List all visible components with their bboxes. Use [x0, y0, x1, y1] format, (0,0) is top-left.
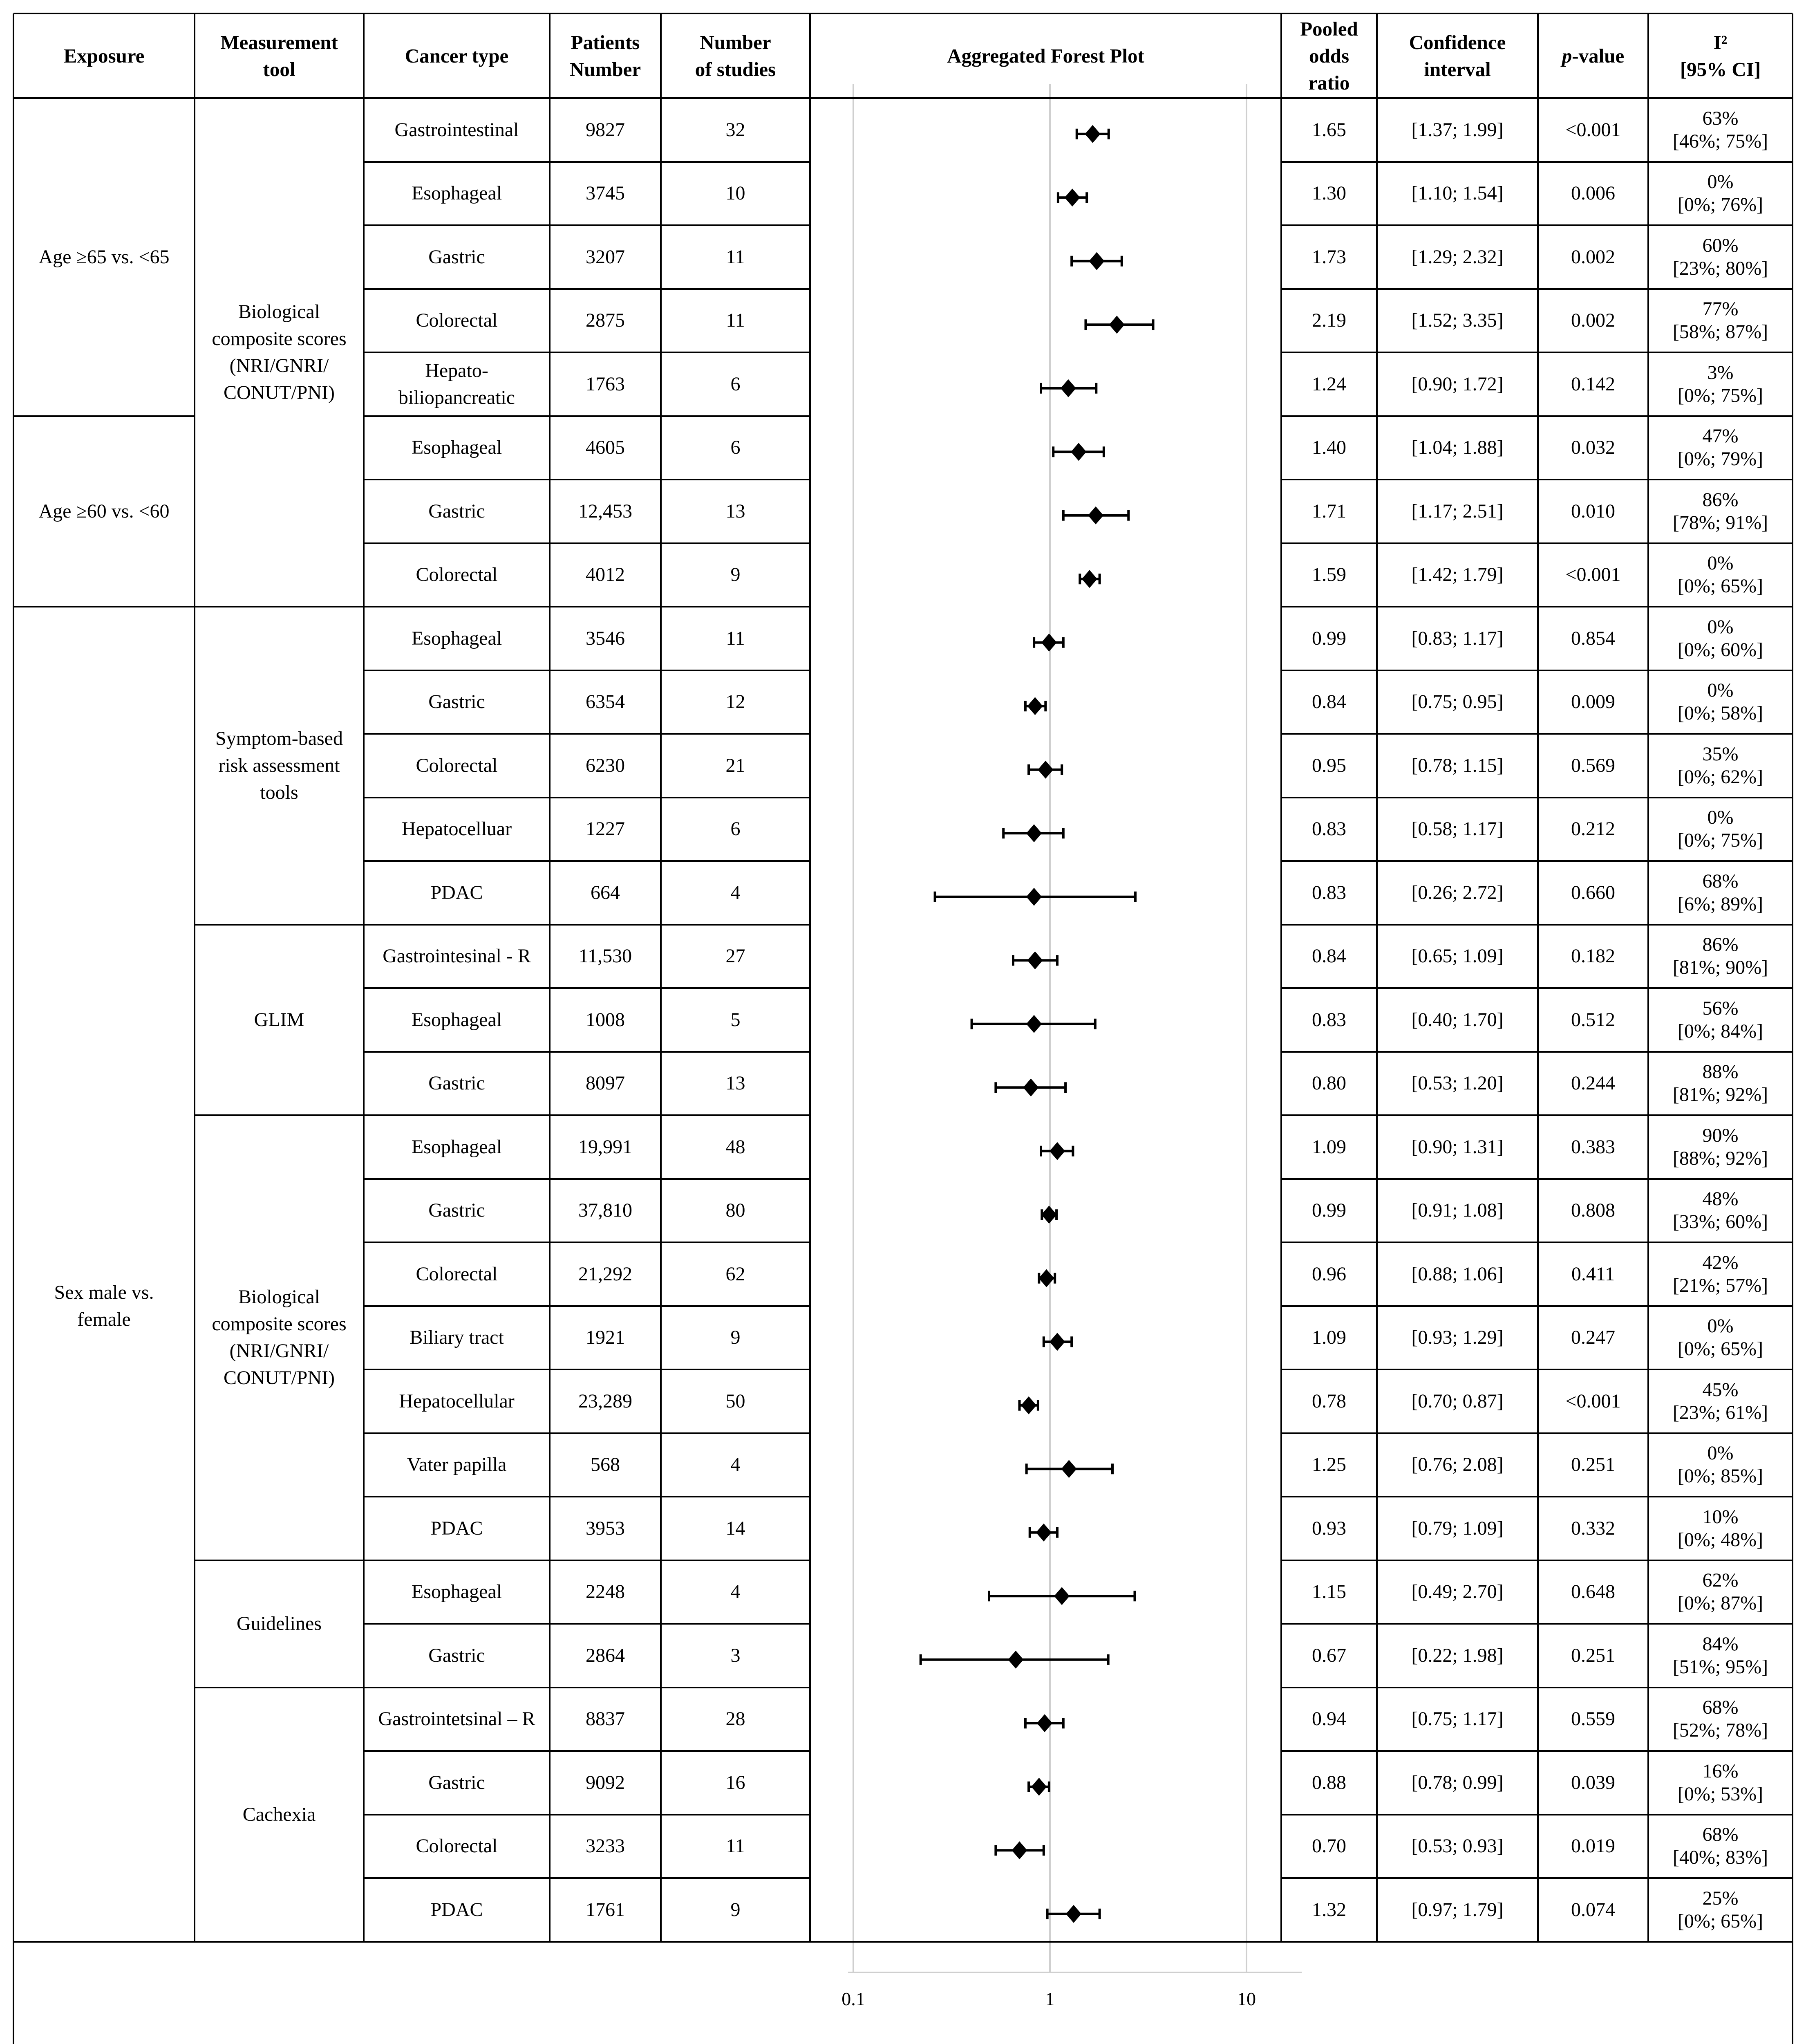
patients-number-cell: 19,991	[578, 1136, 632, 1158]
pooled-odds-ratio-cell: 0.96	[1312, 1263, 1346, 1285]
measurement-tool-label: Symptom-based risk assessment tools	[215, 727, 343, 803]
p-value-cell: 0.808	[1571, 1199, 1615, 1221]
cancer-type-cell: Hepato- biliopancreatic	[398, 359, 515, 408]
measurement-tool-label: Biological composite scores (NRI/GNRI/ CONUT/PNI)	[212, 301, 347, 403]
i2-interval: [0%; 84%]	[1677, 1020, 1763, 1042]
confidence-interval-cell: [1.04; 1.88]	[1411, 437, 1504, 459]
header-i2-ci: [95% CI]	[1680, 58, 1761, 81]
confidence-interval-cell: [0.78; 1.15]	[1411, 754, 1504, 776]
pooled-odds-ratio-cell: 0.78	[1312, 1390, 1346, 1412]
odds-ratio-marker	[1027, 697, 1043, 715]
i2-interval: [0%; 75%]	[1677, 384, 1763, 406]
measurement-tool-label: Cachexia	[242, 1803, 316, 1825]
confidence-interval-cell: [0.65; 1.09]	[1411, 945, 1504, 967]
i2-value: 10%	[1702, 1506, 1739, 1528]
patients-number-cell: 3233	[586, 1835, 625, 1857]
cancer-type-cell: Colorectal	[416, 309, 498, 332]
number-of-studies-cell: 11	[726, 1835, 745, 1857]
number-of-studies-cell: 80	[725, 1199, 745, 1221]
confidence-interval-cell: [0.53; 1.20]	[1411, 1072, 1504, 1094]
patients-number-cell: 1008	[586, 1009, 625, 1031]
i2-value: 42%	[1702, 1251, 1739, 1273]
number-of-studies-cell: 32	[725, 119, 745, 141]
i2-interval: [23%; 80%]	[1672, 257, 1768, 279]
odds-ratio-marker	[1066, 1905, 1081, 1923]
odds-ratio-marker	[1050, 1142, 1065, 1160]
odds-ratio-marker	[1031, 1778, 1047, 1796]
table-side-border	[13, 13, 14, 2044]
confidence-interval-cell: [0.91; 1.08]	[1411, 1199, 1504, 1221]
number-of-studies-cell: 28	[725, 1708, 745, 1730]
number-of-studies-cell: 5	[730, 1009, 741, 1031]
p-value-cell: 0.411	[1571, 1263, 1615, 1285]
number-of-studies-cell: 27	[725, 945, 745, 967]
p-value-cell: 0.383	[1571, 1136, 1615, 1158]
patients-number-cell: 1921	[586, 1327, 625, 1349]
p-value-cell: 0.182	[1571, 945, 1615, 967]
measurement-tool-label: GLIM	[254, 1009, 304, 1031]
cancer-type-cell: Gastric	[428, 246, 485, 268]
pooled-odds-ratio-cell: 0.99	[1312, 1199, 1346, 1221]
i2-interval: [0%; 65%]	[1677, 575, 1763, 597]
i2-value: 68%	[1702, 870, 1739, 892]
cancer-type-cell: Biliary tract	[410, 1327, 504, 1349]
header-pooled-odds-ratio: Pooled odds ratio	[1300, 17, 1358, 94]
odds-ratio-marker	[1038, 761, 1053, 779]
table-top-border	[13, 13, 1793, 14]
i2-interval: [0%; 62%]	[1677, 766, 1763, 788]
i2-value: 35%	[1702, 743, 1739, 765]
i2-interval: [52%; 78%]	[1672, 1719, 1768, 1741]
odds-ratio-marker	[1061, 379, 1076, 397]
i2-value: 86%	[1702, 489, 1739, 511]
cancer-type-cell: Gastrointetsinal – R	[378, 1708, 535, 1730]
confidence-interval-cell: [0.83; 1.17]	[1411, 627, 1504, 649]
i2-interval: [51%; 95%]	[1672, 1656, 1768, 1678]
number-of-studies-cell: 48	[725, 1136, 745, 1158]
x-tick-label: 10	[1237, 1988, 1256, 2009]
x-tick-label: 0.1	[841, 1988, 865, 2009]
p-value-cell: 0.569	[1571, 754, 1615, 776]
column-divider	[1376, 13, 1378, 1942]
patients-number-cell: 568	[591, 1454, 620, 1476]
exposure-label: Age ≥65 vs. <65	[38, 246, 170, 268]
cancer-type-cell: Gastric	[428, 500, 485, 522]
patients-number-cell: 1761	[586, 1898, 625, 1921]
confidence-interval-cell: [0.75; 1.17]	[1411, 1708, 1504, 1730]
i2-interval: [81%; 90%]	[1672, 957, 1768, 979]
confidence-interval-cell: [0.22; 1.98]	[1411, 1644, 1504, 1666]
p-value-italic-p: p	[1562, 44, 1572, 67]
i2-interval: [0%; 53%]	[1677, 1783, 1763, 1805]
pooled-odds-ratio-cell: 1.40	[1312, 437, 1346, 459]
confidence-interval-cell: [1.42; 1.79]	[1411, 564, 1504, 586]
pooled-odds-ratio-cell: 0.83	[1312, 818, 1346, 840]
i2-value: 0%	[1707, 1442, 1734, 1464]
i2-value: 60%	[1702, 234, 1739, 256]
cancer-type-cell: Gastrointestinal	[394, 119, 519, 141]
p-value-cell: 0.002	[1571, 309, 1615, 332]
confidence-interval-cell: [0.53; 0.93]	[1411, 1835, 1504, 1857]
cancer-type-cell: Colorectal	[416, 754, 498, 776]
number-of-studies-cell: 6	[730, 373, 741, 395]
number-of-studies-cell: 12	[725, 691, 745, 713]
patients-number-cell: 23,289	[578, 1390, 632, 1412]
confidence-interval-cell: [0.97; 1.79]	[1411, 1898, 1504, 1921]
cancer-type-cell: Esophageal	[411, 1136, 502, 1158]
odds-ratio-marker	[1023, 1078, 1038, 1096]
p-value-cell: 0.247	[1571, 1327, 1615, 1349]
number-of-studies-cell: 11	[726, 309, 745, 332]
i2-interval: [81%; 92%]	[1672, 1084, 1768, 1106]
pooled-odds-ratio-cell: 1.09	[1312, 1136, 1346, 1158]
odds-ratio-marker	[1041, 634, 1057, 652]
p-value-cell: 0.854	[1571, 627, 1615, 649]
confidence-interval-cell: [0.78; 0.99]	[1411, 1771, 1504, 1793]
p-value-cell: 0.512	[1571, 1009, 1615, 1031]
i2-interval: [0%; 48%]	[1677, 1529, 1763, 1551]
pooled-odds-ratio-cell: 1.59	[1312, 564, 1346, 586]
number-of-studies-cell: 16	[725, 1771, 745, 1793]
p-value-cell: 0.648	[1571, 1581, 1615, 1603]
exposure-label: Sex male vs. female	[54, 1281, 154, 1330]
pooled-odds-ratio-cell: 1.15	[1312, 1581, 1346, 1603]
number-of-studies-cell: 50	[725, 1390, 745, 1412]
column-divider	[1537, 13, 1539, 1942]
cancer-type-cell: Gastric	[428, 1199, 485, 1221]
cancer-type-cell: Gastric	[428, 1072, 485, 1094]
cancer-type-cell: Hepatocelluar	[401, 818, 512, 840]
confidence-interval-cell: [1.17; 2.51]	[1411, 500, 1504, 522]
patients-number-cell: 2248	[586, 1581, 625, 1603]
cancer-type-cell: Gastric	[428, 1644, 485, 1666]
cancer-type-cell: Gastric	[428, 1771, 485, 1793]
p-value-cell: 0.009	[1571, 691, 1615, 713]
header-forest-plot: Aggregated Forest Plot	[947, 44, 1144, 67]
odds-ratio-marker	[1054, 1587, 1070, 1605]
pooled-odds-ratio-cell: 1.25	[1312, 1454, 1346, 1476]
i2-value: 25%	[1702, 1887, 1739, 1909]
column-divider	[194, 13, 195, 1942]
patients-number-cell: 9827	[586, 119, 625, 141]
confidence-interval-cell: [0.75; 0.95]	[1411, 691, 1504, 713]
pooled-odds-ratio-cell: 1.65	[1312, 119, 1346, 141]
p-value-cell: 0.010	[1571, 500, 1615, 522]
pooled-odds-ratio-cell: 1.24	[1312, 373, 1346, 395]
odds-ratio-marker	[1008, 1651, 1023, 1669]
odds-ratio-marker	[1012, 1841, 1027, 1859]
number-of-studies-cell: 13	[725, 500, 745, 522]
number-of-studies-cell: 11	[726, 627, 745, 649]
p-value-cell: <0.001	[1565, 564, 1621, 586]
i2-value: 56%	[1702, 997, 1739, 1019]
pooled-odds-ratio-cell: 0.99	[1312, 627, 1346, 649]
odds-ratio-marker	[1082, 570, 1097, 588]
odds-ratio-marker	[1027, 951, 1043, 969]
p-value-cell: 0.019	[1571, 1835, 1615, 1857]
i2-interval: [58%; 87%]	[1672, 321, 1768, 343]
pooled-odds-ratio-cell: 0.80	[1312, 1072, 1346, 1094]
p-value-cell: <0.001	[1565, 119, 1621, 141]
header-exposure: Exposure	[63, 44, 145, 67]
i2-interval: [23%; 61%]	[1672, 1401, 1768, 1423]
patients-number-cell: 4012	[586, 564, 625, 586]
i2-value: 0%	[1707, 616, 1734, 638]
confidence-interval-cell: [0.26; 2.72]	[1411, 881, 1504, 903]
cancer-type-cell: PDAC	[430, 1898, 483, 1921]
measurement-tool-label: Guidelines	[237, 1613, 322, 1634]
number-of-studies-cell: 9	[730, 1327, 741, 1349]
i2-value: 68%	[1702, 1824, 1739, 1846]
pooled-odds-ratio-cell: 1.30	[1312, 182, 1346, 204]
i2-value: 84%	[1702, 1633, 1739, 1655]
patients-number-cell: 1763	[586, 373, 625, 395]
p-value-cell: 0.002	[1571, 246, 1615, 268]
i2-value: 77%	[1702, 298, 1739, 320]
patients-number-cell: 6230	[586, 754, 625, 776]
i2-value: 3%	[1707, 361, 1734, 383]
p-value-cell: 0.142	[1571, 373, 1615, 395]
p-value-cell: 0.251	[1571, 1644, 1615, 1666]
odds-ratio-marker	[1061, 1460, 1077, 1478]
patients-number-cell: 3745	[586, 182, 625, 204]
cancer-type-cell: Esophageal	[411, 182, 502, 204]
table-body-bottom-border	[13, 1941, 1793, 1943]
odds-ratio-marker	[1041, 1206, 1057, 1224]
p-value-cell: <0.001	[1565, 1390, 1621, 1412]
i2-interval: [33%; 60%]	[1672, 1211, 1768, 1233]
i2-value: 86%	[1702, 934, 1739, 956]
patients-number-cell: 4605	[586, 437, 625, 459]
number-of-studies-cell: 11	[726, 246, 745, 268]
patients-number-cell: 12,453	[578, 500, 632, 522]
odds-ratio-marker	[1038, 1269, 1054, 1287]
i2-interval: [0%; 87%]	[1677, 1592, 1763, 1614]
i2-interval: [0%; 75%]	[1677, 829, 1763, 852]
p-value-suffix: -value	[1572, 44, 1625, 67]
column-divider	[809, 13, 811, 1942]
number-of-studies-cell: 4	[730, 881, 741, 903]
header-patients-number: Patients Number	[569, 31, 641, 81]
i2-interval: [6%; 89%]	[1677, 893, 1763, 915]
i2-interval: [0%; 60%]	[1677, 639, 1763, 661]
p-value-cell: 0.660	[1571, 881, 1615, 903]
header-bottom-border	[13, 97, 1793, 99]
cancer-type-cell: Gastric	[428, 691, 485, 713]
pooled-odds-ratio-cell: 0.88	[1312, 1771, 1346, 1793]
i2-value: 90%	[1702, 1124, 1739, 1146]
confidence-interval-cell: [0.90; 1.31]	[1411, 1136, 1504, 1158]
pooled-odds-ratio-cell: 1.73	[1312, 246, 1346, 268]
p-value-cell: 0.332	[1571, 1517, 1615, 1539]
patients-number-cell: 8837	[586, 1708, 625, 1730]
i2-value: 63%	[1702, 107, 1739, 129]
header-measurement-tool: Measurement tool	[220, 31, 338, 81]
odds-ratio-marker	[1050, 1333, 1065, 1351]
pooled-odds-ratio-cell: 0.83	[1312, 881, 1346, 903]
patients-number-cell: 6354	[586, 691, 625, 713]
confidence-interval-cell: [0.79; 1.09]	[1411, 1517, 1504, 1539]
column-divider	[1647, 13, 1649, 1942]
confidence-interval-cell: [0.49; 2.70]	[1411, 1581, 1504, 1603]
pooled-odds-ratio-cell: 1.09	[1312, 1327, 1346, 1349]
cancer-type-cell: PDAC	[430, 881, 483, 903]
pooled-odds-ratio-cell: 0.70	[1312, 1835, 1346, 1857]
pooled-odds-ratio-cell: 0.93	[1312, 1517, 1346, 1539]
odds-ratio-marker	[1089, 252, 1105, 270]
p-value-cell: 0.032	[1571, 437, 1615, 459]
column-divider	[363, 13, 365, 1942]
number-of-studies-cell: 9	[730, 564, 741, 586]
pooled-odds-ratio-cell: 0.84	[1312, 945, 1346, 967]
confidence-interval-cell: [0.93; 1.29]	[1411, 1327, 1504, 1349]
pooled-odds-ratio-cell: 0.67	[1312, 1644, 1346, 1666]
confidence-interval-cell: [0.88; 1.06]	[1411, 1263, 1504, 1285]
p-value-cell: 0.212	[1571, 818, 1615, 840]
i2-value: 0%	[1707, 807, 1734, 829]
number-of-studies-cell: 9	[730, 1898, 741, 1921]
cancer-type-cell: Esophageal	[411, 1009, 502, 1031]
patients-number-cell: 8097	[586, 1072, 625, 1094]
i2-value: 0%	[1707, 679, 1734, 702]
confidence-interval-cell: [0.58; 1.17]	[1411, 818, 1504, 840]
confidence-interval-cell: [0.76; 2.08]	[1411, 1454, 1504, 1476]
odds-ratio-marker	[1071, 443, 1086, 461]
patients-number-cell: 21,292	[578, 1263, 632, 1285]
cancer-type-cell: Hepatocellular	[399, 1390, 515, 1412]
i2-interval: [78%; 91%]	[1672, 511, 1768, 533]
header-cancer-type: Cancer type	[405, 44, 509, 67]
i2-interval: [0%; 85%]	[1677, 1465, 1763, 1487]
patients-number-cell: 9092	[586, 1771, 625, 1793]
confidence-interval-cell: [1.29; 2.32]	[1411, 246, 1504, 268]
number-of-studies-cell: 3	[730, 1644, 741, 1666]
number-of-studies-cell: 6	[730, 437, 741, 459]
table-side-border	[1792, 13, 1793, 2044]
odds-ratio-marker	[1026, 824, 1042, 842]
i2-interval: [88%; 92%]	[1672, 1147, 1768, 1169]
confidence-interval-cell: [0.90; 1.72]	[1411, 373, 1504, 395]
confidence-interval-cell: [0.40; 1.70]	[1411, 1009, 1504, 1031]
header-i2-label: I²	[1713, 31, 1728, 54]
p-value-cell: 0.074	[1571, 1898, 1615, 1921]
i2-value: 48%	[1702, 1188, 1739, 1210]
column-divider	[660, 13, 662, 1942]
i2-interval: [0%; 79%]	[1677, 448, 1763, 470]
patients-number-cell: 1227	[586, 818, 625, 840]
pooled-odds-ratio-cell: 1.71	[1312, 500, 1346, 522]
i2-value: 68%	[1702, 1697, 1739, 1719]
exposure-label: Age ≥60 vs. <60	[38, 500, 170, 522]
pooled-odds-ratio-cell: 0.84	[1312, 691, 1346, 713]
cancer-type-cell: Esophageal	[411, 1581, 502, 1603]
i2-interval: [0%; 65%]	[1677, 1910, 1763, 1932]
i2-value: 88%	[1702, 1061, 1739, 1083]
cancer-type-cell: PDAC	[430, 1517, 483, 1539]
number-of-studies-cell: 13	[725, 1072, 745, 1094]
number-of-studies-cell: 21	[725, 754, 745, 776]
i2-interval: [40%; 83%]	[1672, 1847, 1768, 1869]
odds-ratio-marker	[1109, 316, 1125, 334]
patients-number-cell: 2875	[586, 309, 625, 332]
p-value-cell: 0.039	[1571, 1771, 1615, 1793]
odds-ratio-marker	[1026, 1015, 1042, 1033]
i2-interval: [0%; 76%]	[1677, 194, 1763, 216]
number-of-studies-cell: 14	[725, 1517, 745, 1539]
p-value-cell: 0.006	[1571, 182, 1615, 204]
i2-interval: [21%; 57%]	[1672, 1274, 1768, 1296]
i2-value: 16%	[1702, 1760, 1739, 1782]
odds-ratio-marker	[1026, 888, 1042, 906]
odds-ratio-marker	[1021, 1396, 1036, 1414]
odds-ratio-marker	[1085, 125, 1101, 143]
header-number-of-studies: Number of studies	[695, 31, 776, 81]
pooled-odds-ratio-cell: 1.32	[1312, 1898, 1346, 1921]
i2-value: 62%	[1702, 1569, 1739, 1591]
patients-number-cell: 3546	[586, 627, 625, 649]
column-divider	[1280, 13, 1282, 1942]
header-confidence-interval: Confidence interval	[1409, 31, 1506, 81]
i2-value: 0%	[1707, 1315, 1734, 1337]
p-value-cell: 0.244	[1571, 1072, 1615, 1094]
confidence-interval-cell: [1.52; 3.35]	[1411, 309, 1504, 332]
p-value-cell: 0.559	[1571, 1708, 1615, 1730]
number-of-studies-cell: 10	[725, 182, 745, 204]
column-divider	[549, 13, 551, 1942]
patients-number-cell: 3207	[586, 246, 625, 268]
i2-value: 0%	[1707, 552, 1734, 574]
odds-ratio-marker	[1088, 507, 1103, 524]
i2-value: 47%	[1702, 425, 1739, 447]
pooled-odds-ratio-cell: 2.19	[1312, 309, 1346, 332]
pooled-odds-ratio-cell: 0.95	[1312, 754, 1346, 776]
i2-interval: [0%; 65%]	[1677, 1338, 1763, 1360]
number-of-studies-cell: 4	[730, 1581, 741, 1603]
patients-number-cell: 664	[591, 881, 620, 903]
number-of-studies-cell: 6	[730, 818, 741, 840]
confidence-interval-cell: [0.70; 0.87]	[1411, 1390, 1504, 1412]
pooled-odds-ratio-cell: 0.94	[1312, 1708, 1346, 1730]
x-tick-label: 1	[1045, 1988, 1055, 2009]
patients-number-cell: 2864	[586, 1644, 625, 1666]
confidence-interval-cell: [1.37; 1.99]	[1411, 119, 1504, 141]
p-value-cell: 0.251	[1571, 1454, 1615, 1476]
number-of-studies-cell: 62	[725, 1263, 745, 1285]
pooled-odds-ratio-cell: 0.83	[1312, 1009, 1346, 1031]
cancer-type-cell: Colorectal	[416, 564, 498, 586]
i2-value: 0%	[1707, 171, 1734, 193]
i2-interval: [0%; 58%]	[1677, 702, 1763, 724]
cancer-type-cell: Vater papilla	[407, 1454, 507, 1476]
cancer-type-cell: Colorectal	[416, 1835, 498, 1857]
cancer-type-cell: Esophageal	[411, 437, 502, 459]
measurement-tool-label: Biological composite scores (NRI/GNRI/ CONUT/PNI)	[212, 1286, 347, 1389]
patients-number-cell: 11,530	[578, 945, 632, 967]
patients-number-cell: 37,810	[578, 1199, 632, 1221]
cancer-type-cell: Esophageal	[411, 627, 502, 649]
odds-ratio-marker	[1065, 188, 1080, 206]
i2-value: 45%	[1702, 1378, 1739, 1401]
cancer-type-cell: Gastrointesinal - R	[383, 945, 531, 967]
number-of-studies-cell: 4	[730, 1454, 741, 1476]
cancer-type-cell: Colorectal	[416, 1263, 498, 1285]
confidence-interval-cell: [1.10; 1.54]	[1411, 182, 1504, 204]
i2-interval: [46%; 75%]	[1672, 130, 1768, 152]
patients-number-cell: 3953	[586, 1517, 625, 1539]
